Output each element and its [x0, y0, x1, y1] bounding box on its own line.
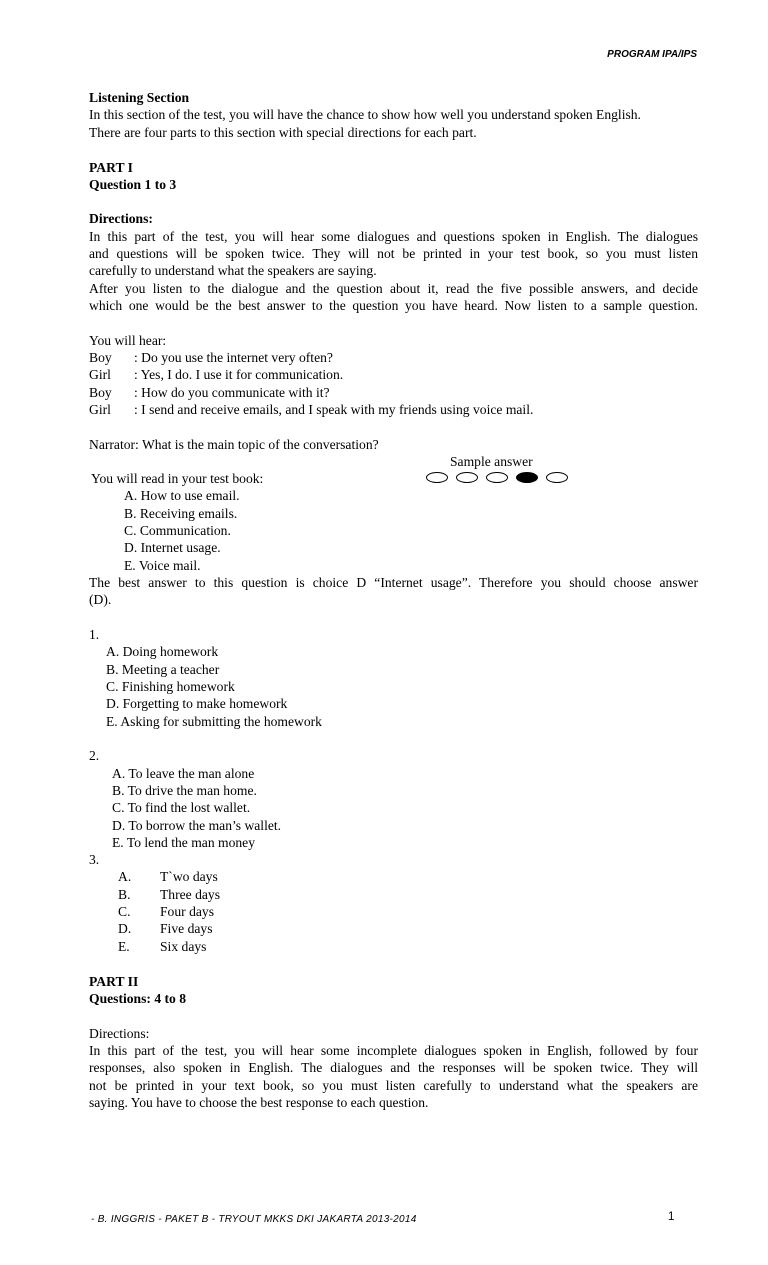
- sample-option: D. Internet usage.: [124, 540, 221, 555]
- directions-label: Directions:: [89, 211, 153, 226]
- sample-answer-label: Sample answer: [450, 454, 533, 469]
- sample-option: B. Receiving emails.: [124, 506, 238, 521]
- speaker: Girl: [89, 402, 111, 417]
- question-option: [118, 938, 206, 955]
- question-option: [118, 920, 212, 937]
- question-option: A. To leave the man alone: [112, 766, 255, 781]
- question-number: 2.: [89, 748, 100, 763]
- question-number: 3.: [89, 852, 100, 867]
- speech: : How do you communicate with it?: [134, 385, 330, 400]
- speech: : Yes, I do. I use it for communication.: [134, 367, 344, 382]
- answer-bubble-a: [426, 472, 448, 483]
- option-text: T`wo days: [160, 869, 218, 884]
- option-text: Four days: [160, 904, 214, 919]
- question-option: A. Doing homework: [106, 644, 219, 659]
- part-title: PART II: [89, 974, 139, 989]
- question-number: 1.: [89, 627, 100, 642]
- speaker: Boy: [89, 385, 112, 400]
- speaker: Girl: [89, 367, 111, 382]
- question-option: [118, 868, 218, 885]
- you-will-hear: You will hear:: [89, 333, 167, 348]
- option-text: Three days: [160, 887, 221, 902]
- directions-line: which one would be the best answer to the question you have heard. Now listen to a sample question.: [89, 298, 698, 313]
- option-letter: C.: [118, 904, 131, 919]
- intro-line: In this section of the test, you will have the chance to show how well you understand spoken English.: [89, 107, 641, 122]
- part-title: PART I: [89, 160, 133, 175]
- dialogue-line: [89, 401, 533, 418]
- sample-option: E. Voice mail.: [124, 558, 201, 573]
- sample-option: C. Communication.: [124, 523, 231, 538]
- directions-line: not be printed in your text book, so you must listen carefully to understand what the speakers are: [89, 1078, 698, 1093]
- part-subtitle: Questions: 4 to 8: [89, 991, 187, 1006]
- directions-line: responses, also spoken in English. The dialogues and the responses will be spoken twice. They will: [89, 1060, 698, 1075]
- answer-bubble-e: [546, 472, 568, 483]
- question-option: B. To drive the man home.: [112, 783, 257, 798]
- part-subtitle: Question 1 to 3: [89, 177, 177, 192]
- intro-line: There are four parts to this section with special directions for each part.: [89, 125, 477, 140]
- option-text: Five days: [160, 921, 213, 936]
- question-option: E. Asking for submitting the homework: [106, 714, 322, 729]
- you-will-read: You will read in your test book:: [91, 471, 264, 486]
- directions-label: Directions:: [89, 1026, 150, 1041]
- dialogue-line: [89, 349, 333, 366]
- answer-bubbles: [426, 472, 568, 483]
- directions-line: After you listen to the dialogue and the question about it, read the five possible answers, and decide: [89, 281, 698, 296]
- option-letter: E.: [118, 939, 130, 954]
- dialogue-line: [89, 366, 343, 383]
- option-text: Six days: [160, 939, 207, 954]
- option-letter: A.: [118, 869, 132, 884]
- page-header: PROGRAM IPA/IPS: [607, 49, 697, 60]
- page-number: 1: [668, 1211, 675, 1223]
- question-option: B. Meeting a teacher: [106, 662, 220, 677]
- answer-bubble-c: [486, 472, 508, 483]
- question-option: D. Forgetting to make homework: [106, 696, 288, 711]
- speech: : Do you use the internet very often?: [134, 350, 333, 365]
- question-option: D. To borrow the man’s wallet.: [112, 818, 282, 833]
- best-answer-text: (D).: [89, 592, 112, 607]
- dialogue-line: [89, 384, 330, 401]
- answer-bubble-b: [456, 472, 478, 483]
- question-option: C. To find the lost wallet.: [112, 800, 251, 815]
- directions-line: carefully to understand what the speakers are saying.: [89, 263, 377, 278]
- question-option: [118, 886, 220, 903]
- directions-line: In this part of the test, you will hear some incomplete dialogues spoken in English, followed by four: [89, 1043, 698, 1058]
- directions-line: In this part of the test, you will hear some dialogues and questions spoken in English. The dialogues: [89, 229, 698, 244]
- page-footer: - B. INGGRIS - PAKET B - TRYOUT MKKS DKI JAKARTA 2013-2014: [91, 1214, 417, 1225]
- question-option: C. Finishing homework: [106, 679, 235, 694]
- answer-bubble-d: [516, 472, 538, 483]
- directions-line: and questions will be spoken twice. They will not be printed in your test book, so you must listen: [89, 246, 698, 261]
- option-letter: B.: [118, 887, 131, 902]
- section-title: Listening Section: [89, 90, 190, 105]
- speaker: Boy: [89, 350, 112, 365]
- option-letter: D.: [118, 921, 132, 936]
- question-option: E. To lend the man money: [112, 835, 256, 850]
- speech: : I send and receive emails, and I speak with my friends using voice mail.: [134, 402, 534, 417]
- directions-line: saying. You have to choose the best response to each question.: [89, 1095, 429, 1110]
- sample-option: A. How to use email.: [124, 488, 240, 503]
- best-answer-text: The best answer to this question is choice D “Internet usage”. Therefore you should choose answer: [89, 575, 698, 590]
- question-option: [118, 903, 214, 920]
- narrator-question: Narrator: What is the main topic of the conversation?: [89, 437, 379, 452]
